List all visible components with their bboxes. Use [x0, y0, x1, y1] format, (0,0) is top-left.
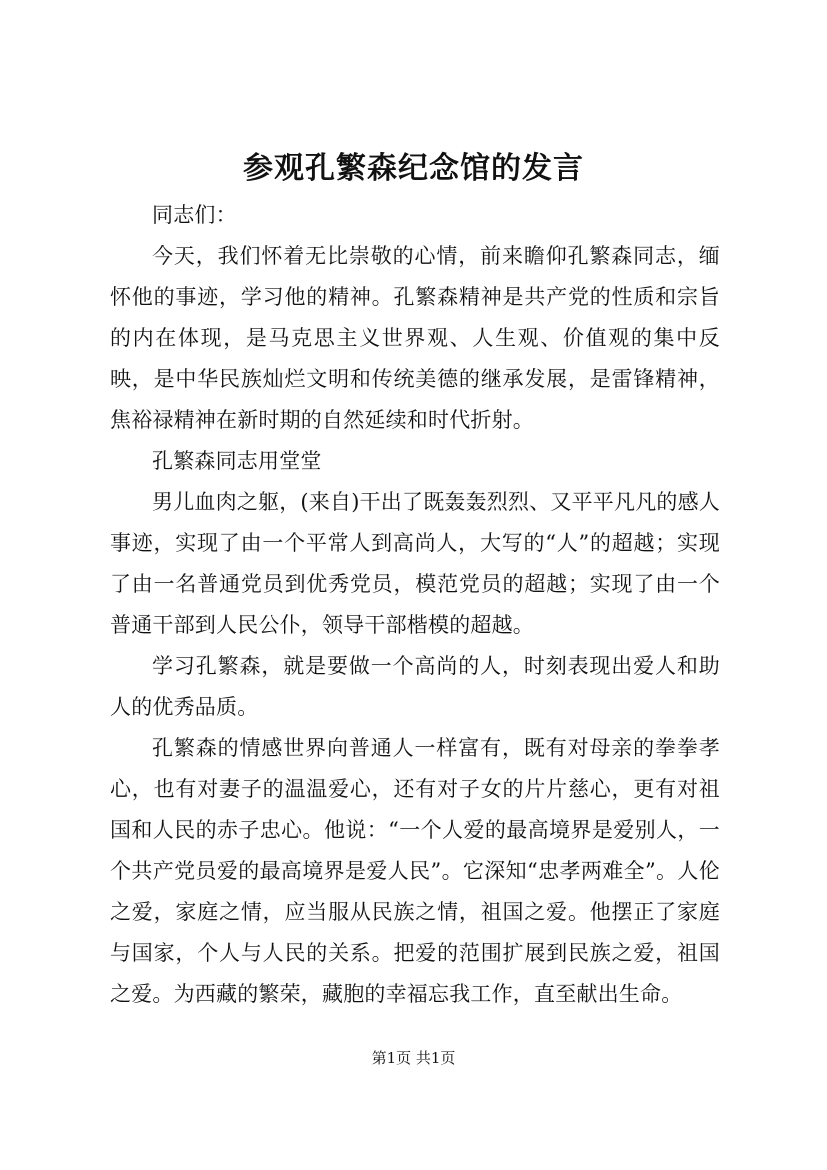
document-body — [110, 195, 720, 1015]
page-number-footer: 第1页 共1页 — [371, 1049, 456, 1067]
paragraph: 男儿血肉之躯，(来自)干出了既轰轰烈烈、又平平凡凡的感人事迹，实现了由一个平常人到高尚人，大写的“人”的超越；实现了由一名普通党员到优秀党员，模范党员的超越；实现了由一个普通干部到人民公仆，领导干部楷模的超越。 — [110, 490, 720, 637]
salutation: 同志们： — [152, 203, 237, 227]
paragraph: 学习孔繁森，就是要做一个高尚的人，时刻表现出爱人和助人的优秀品质。 — [110, 654, 720, 719]
paragraph: 孔繁森的情感世界向普通人一样富有，既有对母亲的拳拳孝心，也有对妻子的温温爱心，还有对子女的片片慈心，更有对祖国和人民的赤子忠心。他说：“一个人爱的最高境界是爱别人，一个共产党员爱的最高境界是爱人民”。它深知“忠孝两难全”。人伦之爱，家庭之情，应当服从民族之情，祖国之爱。他摆正了家庭与国家，个人与人民的关系。把爱的范围扩展到民族之爱，祖国之爱。为西藏的繁荣，藏胞的幸福忘我工作，直至献出生命。 — [110, 736, 720, 1006]
document-title: 参观孔繁森纪念馆的发言 — [243, 151, 584, 186]
paragraph: 今天，我们怀着无比崇敬的心情，前来瞻仰孔繁森同志，缅怀他的事迹，学习他的精神。孔繁森精神是共产党的性质和宗旨的内在体现，是马克思主义世界观、人生观、价值观的集中反映，是中华民族灿烂文明和传统美德的继承发展，是雷锋精神，焦裕禄精神在新时期的自然延续和时代折射。 — [110, 244, 720, 432]
paragraph: 孔繁森同志用堂堂 — [152, 449, 322, 473]
